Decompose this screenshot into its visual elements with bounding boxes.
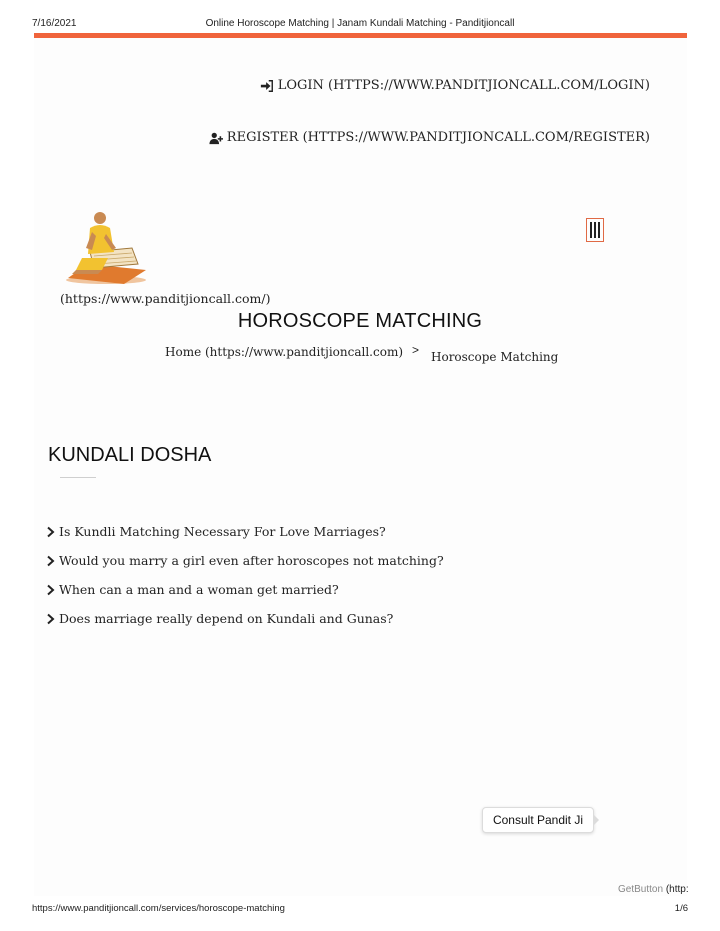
faq-item[interactable]	[46, 553, 444, 582]
faq-item-label: Is Kundli Matching Necessary For Love Marriages?	[59, 524, 386, 539]
print-date: 7/16/2021	[32, 18, 77, 29]
chevron-right-icon	[46, 555, 55, 567]
sign-in-icon	[260, 79, 274, 93]
faq-item[interactable]	[46, 611, 444, 640]
page-body	[34, 38, 687, 896]
logo-link[interactable]: (https://www.panditjioncall.com/)	[60, 291, 271, 306]
print-page-number: 1/6	[674, 903, 688, 914]
faq-item-label: Does marriage really depend on Kundali and Gunas?	[59, 611, 394, 626]
section-divider	[60, 477, 96, 478]
section-title: KUNDALI DOSHA	[48, 444, 212, 466]
menu-bar-icon	[590, 222, 592, 238]
register-link[interactable]	[209, 130, 650, 145]
getbutton-label: GetButton	[618, 884, 664, 895]
accent-bar	[34, 33, 687, 38]
getbutton-suffix: (http:	[665, 884, 689, 895]
faq-item-label: When can a man and a woman get married?	[59, 582, 339, 597]
breadcrumb-separator: >	[412, 343, 420, 357]
faq-item[interactable]	[46, 524, 444, 553]
login-link[interactable]	[260, 78, 650, 93]
breadcrumb-current: Horoscope Matching	[431, 350, 559, 364]
consult-pandit-button[interactable]: Consult Pandit Ji	[482, 807, 594, 833]
faq-item-label: Would you marry a girl even after horoscopes not matching?	[59, 553, 444, 568]
print-footer-url: https://www.panditjioncall.com/services/horoscope-matching	[32, 903, 285, 914]
menu-bar-icon	[598, 222, 600, 238]
getbutton-credit[interactable]	[618, 884, 689, 895]
print-title: Online Horoscope Matching | Janam Kundali Matching - Panditjioncall	[205, 18, 515, 29]
consult-button-tail	[593, 814, 599, 826]
chevron-right-icon	[46, 584, 55, 596]
breadcrumb-home-link[interactable]: Home (https://www.panditjioncall.com)	[165, 345, 404, 359]
print-header	[0, 0, 720, 30]
menu-toggle-button[interactable]	[586, 218, 604, 242]
chevron-right-icon	[46, 613, 55, 625]
faq-list	[46, 524, 444, 640]
pandit-logo-image[interactable]	[62, 208, 150, 286]
register-label: REGISTER (HTTPS://WWW.PANDITJIONCALL.COM/REGISTER)	[226, 130, 650, 145]
menu-bar-icon	[594, 222, 596, 238]
faq-item[interactable]	[46, 582, 444, 611]
chevron-right-icon	[46, 526, 55, 538]
user-plus-icon	[209, 131, 223, 145]
login-label: LOGIN (HTTPS://WWW.PANDITJIONCALL.COM/LOGIN)	[277, 78, 650, 93]
page-title: HOROSCOPE MATCHING	[237, 310, 483, 332]
